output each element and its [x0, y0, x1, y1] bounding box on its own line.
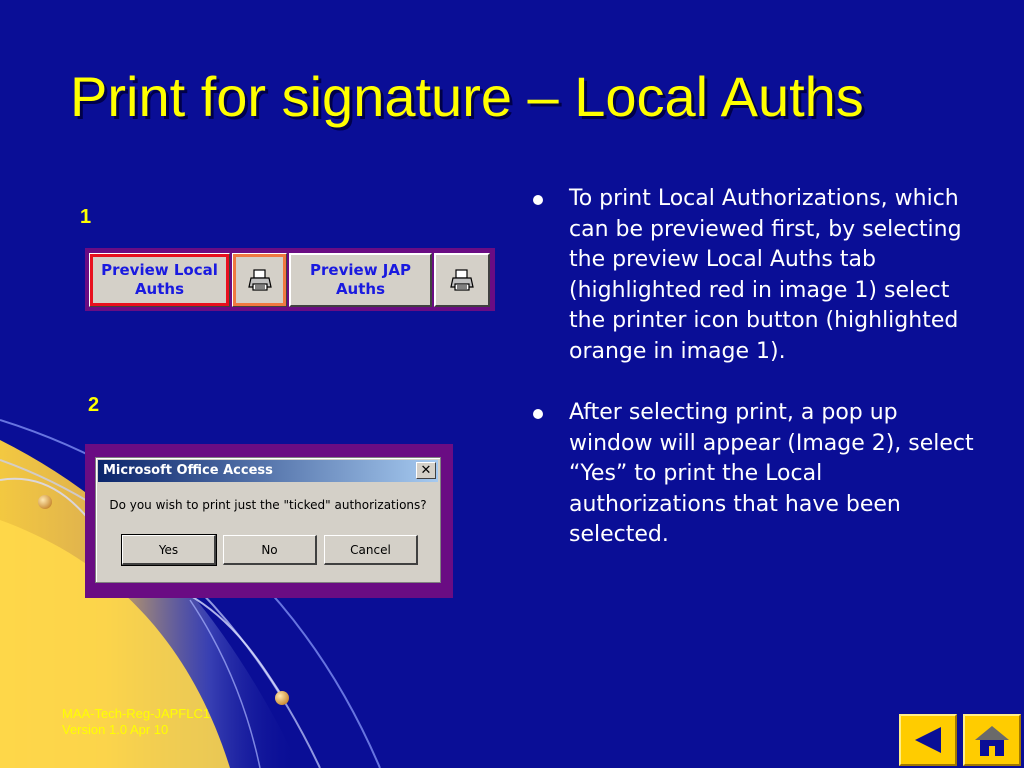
bullet-dot: [533, 195, 543, 205]
bullet-text: After selecting print, a pop up window will appear (Image 2), select “Yes” to print the Local authorizations that have been selected.: [569, 400, 974, 547]
footer-version: Version 1.0 Apr 10: [62, 722, 169, 737]
preview-local-auths-button[interactable]: [89, 253, 230, 307]
close-icon[interactable]: ✕: [416, 462, 436, 479]
yes-button[interactable]: Yes: [122, 535, 216, 565]
footer: [62, 706, 210, 738]
preview-local-label-line1: Preview Local: [101, 261, 218, 279]
preview-jap-label-line2: Auths: [335, 280, 386, 298]
printer-icon: [247, 267, 273, 293]
print-confirm-dialog: [95, 457, 441, 583]
cancel-button[interactable]: Cancel: [324, 535, 418, 565]
footer-doc-id: MAA-Tech-Reg-JAPFLC1: [62, 706, 211, 721]
bullet-item: [533, 398, 983, 551]
dialog-message: Do you wish to print just the "ticked" authorizations?: [109, 498, 427, 512]
back-button[interactable]: [899, 714, 957, 766]
preview-jap-label-line1: Preview JAP: [310, 261, 411, 279]
print-local-auths-button[interactable]: [232, 253, 287, 307]
image-1-label: 1: [80, 206, 92, 228]
no-button[interactable]: No: [223, 535, 317, 565]
triangle-left-icon: [911, 725, 945, 755]
home-button[interactable]: [963, 714, 1021, 766]
bullet-list: [533, 184, 983, 582]
bullet-text: To print Local Authorizations, which can be previewed first, by selecting the preview Local Auths tab (highlighted red in image 1) select the printer icon button (highlighted orange in image 1).: [569, 186, 962, 364]
home-icon: [972, 722, 1012, 758]
bullet-item: [533, 184, 983, 367]
bullet-dot: [533, 409, 543, 419]
print-jap-auths-button[interactable]: [434, 253, 490, 307]
image-2-label: 2: [88, 394, 100, 416]
preview-jap-auths-button[interactable]: [289, 253, 432, 307]
dialog-title: Microsoft Office Access: [98, 460, 438, 482]
preview-local-label-line2: Auths: [134, 280, 185, 298]
slide-title: Print for signature – Local Auths: [70, 65, 864, 128]
printer-icon: [449, 267, 475, 293]
